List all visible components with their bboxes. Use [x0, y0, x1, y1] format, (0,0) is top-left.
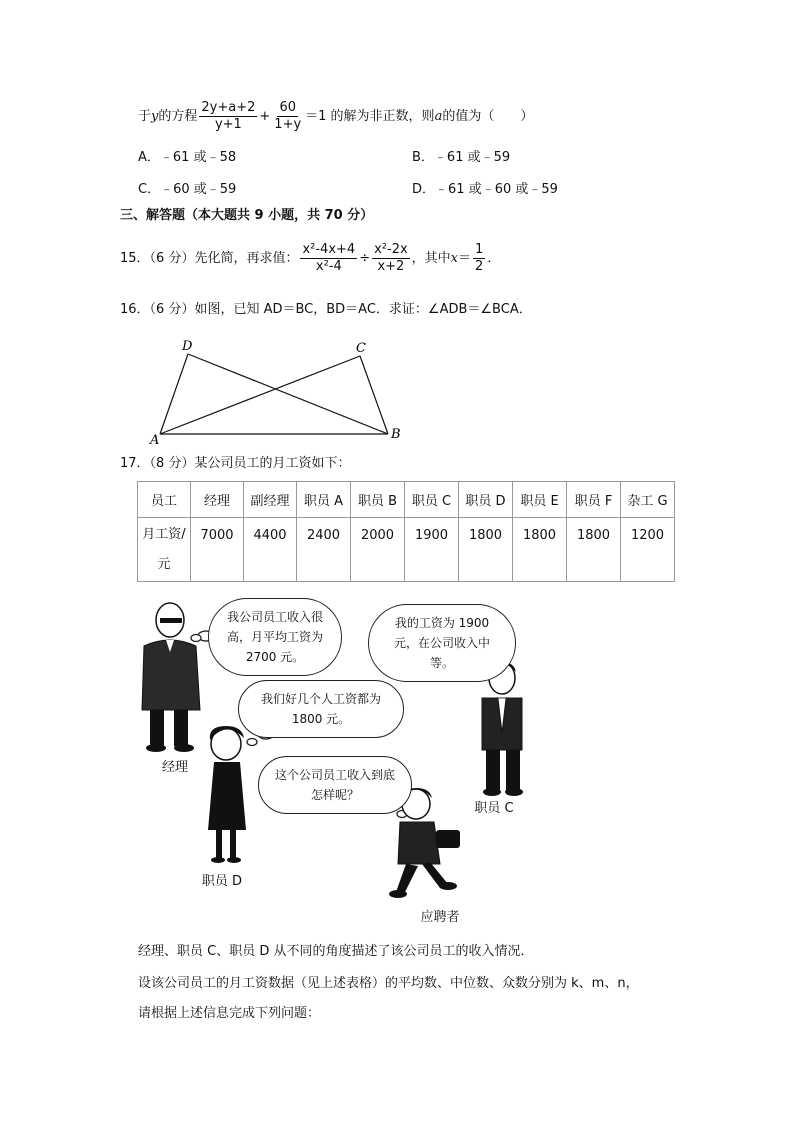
- option-label: D．: [412, 182, 436, 197]
- q15-end: ．: [487, 251, 501, 266]
- segment-db: [188, 354, 388, 434]
- q15-f2-den: x+2: [377, 259, 405, 274]
- option-text: ﹣61 或﹣58: [159, 150, 237, 165]
- table-header-cell: 员工: [138, 482, 191, 518]
- manager-figure: [142, 603, 200, 752]
- q15-fraction-1: [300, 242, 357, 275]
- q14-option-c: [138, 178, 236, 197]
- q17-paragraph-1: 经理、职员 C、职员 D 从不同的角度描述了该公司员工的收入情况．: [138, 944, 534, 959]
- table-cell: 1800: [459, 518, 513, 582]
- q15-eq: ＝: [458, 251, 472, 266]
- q17-stem: 17．（8 分）某公司员工的月工资如下：: [120, 456, 351, 471]
- q15-div: ÷: [359, 251, 371, 266]
- clerk-c-speech-bubble: 我的工资为 1900 元，在公司收入中等。: [368, 604, 516, 682]
- q14-option-b: [412, 146, 510, 165]
- section-heading: 三、解答题（本大题共 9 小题，共 70 分）: [120, 208, 374, 223]
- q16-figure: [148, 338, 408, 446]
- table-header-cell: 副经理: [244, 482, 297, 518]
- q15-f1-den: x²-4: [315, 259, 342, 274]
- caption-clerk-c: 职员 C: [474, 801, 514, 816]
- table-header-row: [138, 482, 675, 518]
- option-text: ﹣60 或﹣59: [160, 182, 237, 197]
- q14-var-a: a: [434, 109, 443, 124]
- table-cell: 1900: [405, 518, 459, 582]
- vertex-label-d: D: [182, 339, 193, 354]
- table-header-cell: 经理: [191, 482, 244, 518]
- manager-speech-bubble: 我公司员工收入很高，月平均工资为 2700 元。: [208, 598, 342, 676]
- table-header-cell: 职员 E: [513, 482, 567, 518]
- table-cell: 1200: [621, 518, 675, 582]
- caption-clerk-d: 职员 D: [201, 874, 243, 889]
- q15-stem: [120, 242, 500, 275]
- q14-stem: [138, 100, 533, 133]
- q17-paragraph-2: 设该公司员工的月工资数据（见上述表格）的平均数、中位数、众数分别为 k、m、n，: [138, 976, 639, 991]
- q16-stem: 16．（6 分）如图，已知 AD＝BC，BD＝AC．求证：∠ADB＝∠BCA．: [120, 302, 532, 317]
- q14-option-d: [412, 178, 558, 197]
- table-header-cell: 职员 B: [351, 482, 405, 518]
- q15-prefix: 15．（6 分）先化简，再求值：: [120, 251, 299, 266]
- vertex-label-a: A: [150, 433, 160, 446]
- caption-applicant: 应聘者: [420, 910, 460, 925]
- segment-bc: [360, 356, 388, 434]
- q15-f2-num: x²-2x: [374, 242, 408, 257]
- q15-f1-num: x²-4x+4: [302, 242, 356, 257]
- q15-var-x: x: [450, 251, 459, 266]
- table-cell: 1800: [567, 518, 621, 582]
- q14-tail: 的值为（ ）: [442, 109, 534, 124]
- q14-prefix: 于: [138, 109, 152, 124]
- q14-suffix: ＝1 的解为非正数，则: [305, 109, 435, 124]
- row-label-line-1: 月工资/: [142, 526, 186, 542]
- table-cell: 2400: [297, 518, 351, 582]
- table-cell: 7000: [191, 518, 244, 582]
- q14-fraction-2: [272, 100, 303, 133]
- option-text: ﹣61 或﹣60 或﹣59: [435, 182, 558, 197]
- q14-mid: 的方程: [158, 109, 198, 124]
- row-label-cell: [138, 518, 191, 582]
- table-cell: 4400: [244, 518, 297, 582]
- vertex-label-c: C: [356, 341, 366, 356]
- q14-frac2-num: 60: [279, 100, 296, 115]
- option-label: B．: [412, 150, 434, 165]
- wage-table: [137, 481, 675, 582]
- q14-frac1-den: y+1: [214, 117, 242, 132]
- table-row: [138, 518, 675, 582]
- table-cell: 2000: [351, 518, 405, 582]
- q15-f3-den: 2: [475, 259, 484, 274]
- q15-mid: ，其中: [411, 251, 451, 266]
- q15-f3-num: 1: [475, 242, 484, 257]
- table-header-cell: 职员 F: [567, 482, 621, 518]
- table-header-cell: 职员 C: [405, 482, 459, 518]
- table-header-cell: 职员 A: [297, 482, 351, 518]
- q17-paragraph-3: 请根据上述信息完成下列问题：: [138, 1006, 321, 1021]
- q15-fraction-2: [372, 242, 410, 275]
- table-cell: 1800: [513, 518, 567, 582]
- q14-frac2-den: 1+y: [274, 117, 302, 132]
- segment-da: [160, 354, 188, 434]
- q14-fraction-1: [199, 100, 257, 133]
- q15-fraction-3: [473, 242, 485, 275]
- vertex-label-b: B: [391, 427, 401, 442]
- q14-plus: +: [259, 109, 271, 124]
- table-header-cell: 职员 D: [459, 482, 513, 518]
- segment-ac: [160, 356, 360, 434]
- clerk-d-speech-bubble: 我们好几个人工资都为 1800 元。: [238, 680, 404, 738]
- option-label: C．: [138, 182, 161, 197]
- row-label-line-2: 元: [157, 556, 171, 572]
- table-header-cell: 杂工 G: [621, 482, 675, 518]
- clerk-d-figure: [208, 726, 246, 863]
- q14-option-a: [138, 146, 236, 165]
- option-label: A．: [138, 150, 160, 165]
- applicant-speech-bubble: 这个公司员工收入到底怎样呢？: [258, 756, 412, 814]
- clerk-c-figure: [482, 662, 523, 796]
- option-text: ﹣61 或﹣59: [433, 150, 511, 165]
- q14-frac1-num: 2y+a+2: [201, 100, 256, 115]
- q14-var-y: y: [151, 109, 159, 124]
- caption-manager: 经理: [161, 760, 188, 775]
